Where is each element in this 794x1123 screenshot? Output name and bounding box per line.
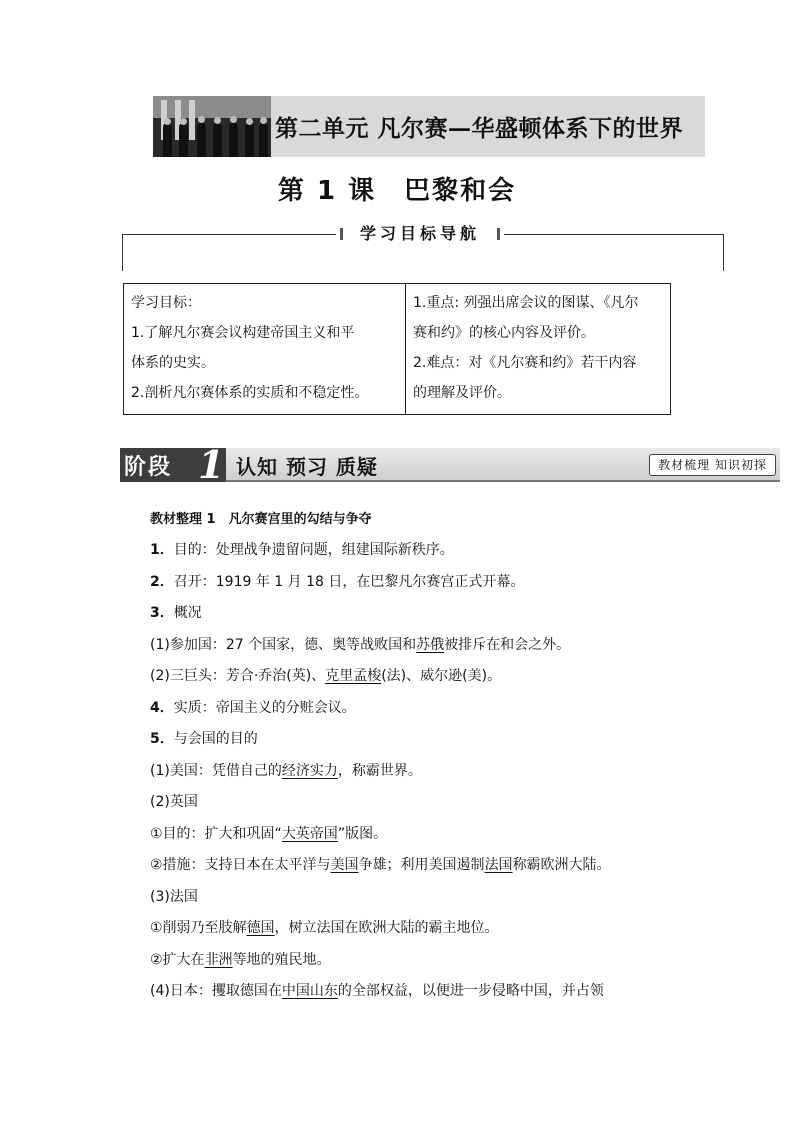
- stage-title: 认知 预习 质疑: [236, 455, 378, 479]
- objectives-table: [123, 283, 671, 415]
- list-item: 4．实质：帝国主义的分赃会议。: [150, 699, 356, 716]
- list-item: ②扩大在非洲等地的殖民地。: [150, 951, 331, 968]
- list-item: (3)法国: [150, 888, 198, 905]
- list-item: (1)参加国：27 个国家，德、奥等战败国和苏俄被排斥在和会之外。: [150, 636, 571, 653]
- objectives-keypoints-cell: [406, 284, 671, 415]
- unit-photo: [153, 96, 271, 157]
- list-item: ②措施：支持日本在太平洋与美国争雄；利用美国遏制法国称霸欧洲大陆。: [150, 857, 611, 873]
- list-item: 5．与会国的目的: [150, 731, 258, 747]
- unit-title: 第二单元 凡尔赛—华盛顿体系下的世界: [275, 115, 684, 142]
- list-item: 3．概况: [150, 605, 202, 621]
- stage-tag: 教材梳理 知识初探: [649, 454, 776, 476]
- list-item: 2．召开：1919 年 1 月 18 日，在巴黎凡尔赛宫正式开幕。: [150, 573, 525, 590]
- list-item: (4)日本：攫取德国在中国山东的全部权益，以便进一步侵略中国，并占领: [150, 983, 604, 999]
- objectives-line: 的理解及评价。: [413, 385, 511, 401]
- objectives-line: 2.难点：对《凡尔赛和约》若干内容: [413, 355, 637, 371]
- stage-word: 阶段: [124, 455, 173, 480]
- nav-label-text: 学习目标导航: [359, 224, 480, 243]
- nav-label: [336, 222, 504, 246]
- section-title: 教材整理 1 凡尔赛宫里的勾结与争夺: [150, 512, 372, 527]
- lesson-title: 第 1 课 巴黎和会: [277, 176, 517, 206]
- list-item: (2)三巨头：芳合·乔治(英)、克里孟梭(法)、威尔逊(美)。: [150, 668, 502, 684]
- list-item: ①削弱乃至肢解德国，树立法国在欧洲大陆的霸主地位。: [150, 920, 499, 936]
- objectives-line: 1.重点: 列强出席会议的图谋、《凡尔: [413, 295, 639, 311]
- objectives-line: 2.剖析凡尔赛体系的实质和不稳定性。: [131, 385, 369, 401]
- list-item: ①目的：扩大和巩固“大英帝国”版图。: [150, 825, 388, 842]
- objectives-line: 1.了解凡尔赛会议构建帝国主义和平: [131, 325, 355, 341]
- objectives-line: 体系的史实。: [131, 355, 215, 371]
- list-item: 1．目的：处理战争遗留问题，组建国际新秩序。: [150, 542, 454, 558]
- unit-banner: [153, 96, 705, 157]
- objectives-line: 学习目标：: [131, 295, 201, 311]
- lesson-content: [150, 505, 710, 1008]
- stage-number: 1: [198, 442, 225, 487]
- objectives-goals-cell: [124, 284, 406, 415]
- list-item: (2)英国: [150, 794, 198, 810]
- list-item: (1)美国：凭借自己的经济实力，称霸世界。: [150, 762, 422, 779]
- stage-banner: [120, 442, 780, 487]
- objectives-line: 赛和约》的核心内容及评价。: [413, 325, 595, 341]
